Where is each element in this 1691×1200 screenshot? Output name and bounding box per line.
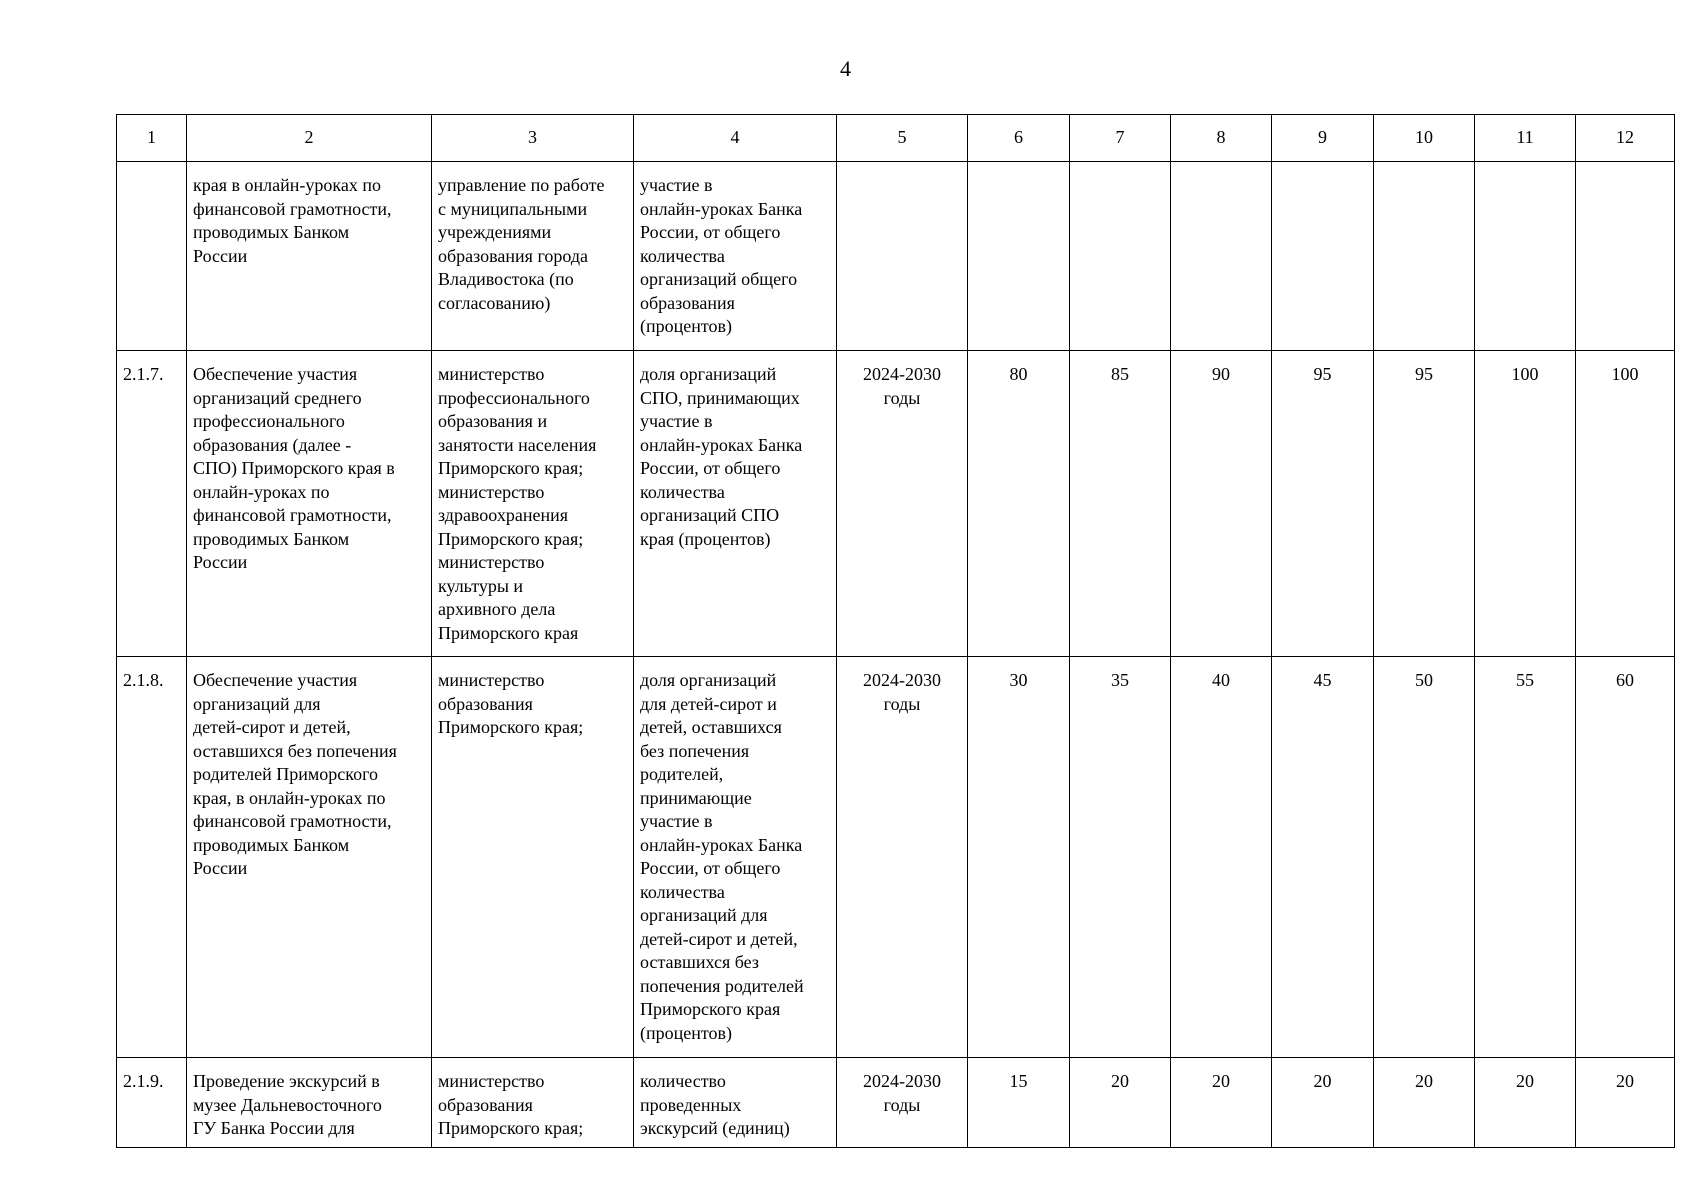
column-header: 6 [968, 115, 1070, 162]
row-number: 2.1.9. [123, 1071, 164, 1091]
event-cell: Обеспечение участия организаций для детей-сирот и детей, оставшихся без попечения родителей Приморского края, в онлайн-уроках по финансовой грамотности, проводимых Банком России [193, 670, 397, 878]
value-cell: 20 [1415, 1071, 1433, 1091]
period-cell: 2024-2030 годы [863, 364, 941, 408]
period-cell: 2024-2030 годы [863, 1071, 941, 1115]
column-header: 11 [1475, 115, 1576, 162]
value-cell: 80 [1009, 364, 1028, 384]
value-cell: 95 [1313, 364, 1332, 384]
column-header: 4 [634, 115, 837, 162]
table-row [117, 657, 1675, 1058]
indicator-cell: участие в онлайн-уроках Банка России, от общего количества организаций общего образования (процентов) [640, 175, 803, 336]
value-cell: 20 [1313, 1071, 1332, 1091]
value-cell: 60 [1616, 670, 1634, 690]
column-header: 1 [117, 115, 187, 162]
column-header: 10 [1374, 115, 1475, 162]
value-cell: 15 [1009, 1071, 1028, 1091]
column-header: 3 [432, 115, 634, 162]
value-cell [1576, 162, 1674, 180]
column-header: 5 [837, 115, 968, 162]
value-cell [1475, 162, 1575, 180]
value-cell: 20 [1212, 1071, 1230, 1091]
value-cell [1374, 162, 1474, 180]
value-cell: 100 [1511, 364, 1539, 384]
value-cell [1171, 162, 1271, 180]
indicators-table [116, 114, 1675, 1148]
period-cell [837, 162, 967, 180]
row-number: 2.1.8. [123, 670, 164, 690]
table-row [117, 351, 1675, 657]
row-number [117, 162, 186, 180]
value-cell: 20 [1616, 1071, 1634, 1091]
value-cell: 95 [1415, 364, 1433, 384]
column-header: 2 [187, 115, 432, 162]
row-number: 2.1.7. [123, 364, 164, 384]
value-cell: 55 [1516, 670, 1534, 690]
value-cell: 50 [1415, 670, 1433, 690]
table-row [117, 1058, 1675, 1148]
column-header: 9 [1272, 115, 1374, 162]
value-cell: 20 [1111, 1071, 1129, 1091]
executor-cell: министерство образования Приморского края; [438, 670, 584, 737]
value-cell: 20 [1516, 1071, 1534, 1091]
value-cell: 100 [1611, 364, 1639, 384]
executor-cell: управление по работе с муниципальными учреждениями образования города Владивостока (по согласованию) [438, 175, 605, 313]
value-cell: 35 [1111, 670, 1129, 690]
indicator-cell: количество проведенных экскурсий (единиц) [640, 1071, 790, 1138]
executor-cell: министерство профессионального образования и занятости населения Приморского края; министерство здравоохранения Приморского края; министерство культуры и архивного дела Приморского края [438, 364, 597, 643]
column-header: 12 [1576, 115, 1675, 162]
event-cell: Обеспечение участия организаций среднего профессионального образования (далее - СПО) Приморского края в онлайн-уроках по финансовой грамотности, проводимых Банком России [193, 364, 395, 572]
indicator-cell: доля организаций СПО, принимающих участие в онлайн-уроках Банка России, от общего количества организаций СПО края (процентов) [640, 364, 803, 549]
column-header: 8 [1171, 115, 1272, 162]
table-row [117, 162, 1675, 351]
event-cell: края в онлайн-уроках по финансовой грамотности, проводимых Банком России [193, 175, 392, 266]
value-cell: 90 [1212, 364, 1230, 384]
value-cell [1272, 162, 1373, 180]
value-cell: 85 [1111, 364, 1129, 384]
value-cell: 30 [1009, 670, 1028, 690]
header-row [117, 115, 1675, 162]
indicator-cell: доля организаций для детей-сирот и детей, оставшихся без попечения родителей, принимающие участие в онлайн-уроках Банка России, от общего количества организаций для детей-сирот и детей, оставшихся без попечения родителей Приморского края (процентов) [640, 670, 804, 1043]
value-cell: 40 [1212, 670, 1230, 690]
value-cell [1070, 162, 1170, 180]
period-cell: 2024-2030 годы [863, 670, 941, 714]
value-cell: 45 [1313, 670, 1332, 690]
event-cell: Проведение экскурсий в музее Дальневосточного ГУ Банка России для [193, 1071, 382, 1138]
column-header: 7 [1070, 115, 1171, 162]
executor-cell: министерство образования Приморского края; [438, 1071, 584, 1138]
page-number: 4 [840, 56, 851, 81]
value-cell [968, 162, 1069, 180]
